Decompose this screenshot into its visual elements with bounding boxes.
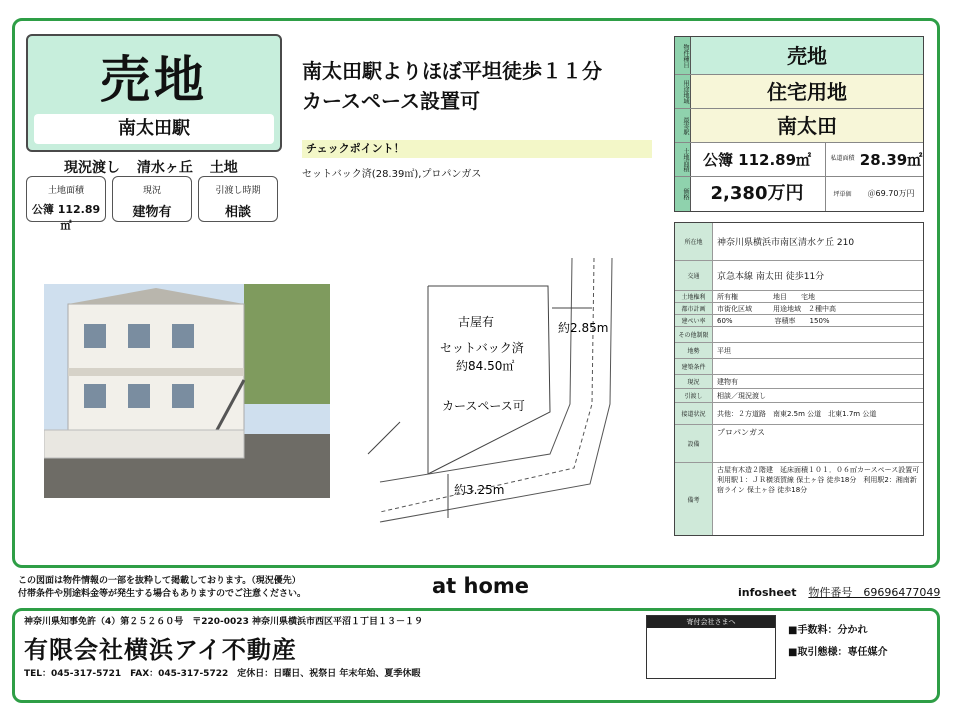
detail-row (675, 315, 923, 327)
detail-row (675, 403, 923, 425)
company-license: 神奈川県知事免許（4）第２５２６０号 〒220-0023 神奈川県横浜市西区平沼１丁目１３－１９ (24, 617, 423, 627)
detail-label: 引渡し (675, 389, 713, 402)
detail-value: 古屋有木造２階建 延床面積１０１．０６㎡カースペース設置可 利用駅１：ＪＲ横須賀線 保土ヶ谷 徒歩18分 利用駅2：湘南新宿ライン 保土ヶ谷 徒歩18分 (717, 466, 927, 494)
summary-label: 用途地域 (675, 75, 691, 108)
plan-dim-1: 約2.85m (558, 321, 609, 335)
detail-label: 交通 (675, 261, 713, 290)
detail-label: 設備 (675, 425, 713, 462)
mini-box-area (26, 176, 106, 232)
company-contact: TEL：045-317-5721 FAX：045-317-5722 定休日：日曜日、祝祭日 年末年始、夏季休暇 (24, 669, 421, 679)
detail-label: 現況 (675, 375, 713, 388)
disclaimer-line: この図面は物件情報の一部を抜粋して掲載しております。（現況優先） (18, 576, 301, 586)
detail-label: 建築条件 (675, 359, 713, 374)
detail-value: 市街化区域 用途地域 ２種中高 (717, 304, 836, 313)
summary-tsubo: ＠69.70万円 (867, 189, 915, 198)
tag-category: 土地 (209, 160, 238, 176)
headline-line: 南太田駅よりほぼ平坦徒歩１１分 (302, 59, 602, 83)
detail-value (717, 359, 921, 374)
summary-row-area (675, 143, 923, 177)
plan-dim-2: 約3.25m (454, 483, 505, 497)
detail-label: その他制限 (675, 327, 713, 342)
disclaimer-notes (18, 575, 306, 601)
detail-label: 接道状況 (675, 403, 713, 424)
summary-label: 価格 (675, 177, 691, 211)
fee-info (788, 620, 887, 664)
detail-label: 都市計画 (675, 303, 713, 314)
summary-use: 住宅用地 (691, 75, 923, 108)
summary-price: 2,380万円 (710, 183, 804, 204)
checkpoint-title: チェックポイント！ (302, 140, 652, 158)
summary-station: 南太田 (691, 109, 923, 142)
plan-label-carspace: カースペース可 (442, 399, 525, 413)
summary-area: 公簿 112.89㎡ (702, 151, 812, 169)
detail-label: 所在地 (675, 223, 713, 260)
property-type-title: 売地 (100, 51, 208, 109)
headline (302, 56, 602, 116)
detail-row (675, 223, 923, 261)
tag-delivery: 現況渡し (64, 160, 120, 176)
tagline (64, 157, 250, 177)
athome-logo: at home (432, 574, 530, 598)
plan-label-area: 約84.50㎡ (456, 359, 515, 373)
plan-label-old-house: 古屋有 (458, 315, 495, 329)
disclaimer-line: 付帯条件や別途料金等が発生する場合もありますのでご注意ください。 (18, 589, 307, 599)
summary-row-price (675, 177, 923, 211)
fee-line: ■手数料：分かれ (788, 625, 868, 636)
site-plan (360, 254, 666, 540)
summary-type: 売地 (691, 37, 923, 74)
detail-label: 建ぺい率 (675, 315, 713, 326)
mini-box-label: 引渡し時期 (215, 186, 261, 196)
detail-value: 京急本線 南太田 徒歩11分 (717, 272, 825, 282)
summary-label: 坪単価 (825, 177, 859, 211)
infosheet-label: infosheet (738, 586, 797, 599)
detail-value: 平坦 (717, 346, 731, 355)
detail-label: 備考 (675, 463, 713, 535)
station-title: 南太田駅 (34, 114, 274, 144)
infosheet (738, 584, 940, 600)
detail-row (675, 343, 923, 359)
detail-value: 神奈川県横浜市南区清水ケ丘 210 (717, 238, 855, 248)
summary-row-station (675, 109, 923, 143)
detail-row (675, 303, 923, 315)
detail-row (675, 327, 923, 343)
summary-private-road: 28.39㎡ (859, 151, 923, 169)
mini-box-handover (198, 176, 278, 222)
detail-row (675, 359, 923, 375)
detail-value: 所有権 地目 宅地 (717, 292, 815, 301)
detail-row (675, 261, 923, 291)
mini-box-value: 公簿 112.89㎡ (31, 203, 101, 232)
detail-row (675, 425, 923, 463)
detail-value: 60% 容積率 150% (717, 316, 830, 325)
summary-label: 最寄駅 (675, 109, 691, 142)
property-photo (44, 284, 330, 498)
detail-value: 建物有 (717, 377, 738, 386)
summary-label: 土地面積 (675, 143, 691, 176)
stamp-header: 寄付会社さまへ (647, 616, 775, 628)
detail-table (674, 222, 927, 536)
summary-row-use (675, 75, 923, 109)
summary-table (674, 36, 924, 212)
detail-value: 相談／現況渡し (717, 391, 766, 400)
mini-box-value: 相談 (224, 205, 251, 220)
summary-label: 物件種目 (675, 37, 691, 74)
detail-row (675, 463, 927, 535)
detail-value (717, 327, 921, 342)
mini-box-label: 土地面積 (47, 186, 84, 196)
stamp-box (646, 615, 776, 679)
title-box (26, 34, 282, 152)
headline-line: カースペース設置可 (302, 89, 480, 113)
detail-value: 共他：２方道路 南東2.5m 公道 北東1.7m 公道 (717, 409, 877, 418)
property-number: 物件番号 69696477049 (808, 586, 941, 599)
detail-label: 地勢 (675, 343, 713, 358)
summary-label: 私道面積 (825, 143, 859, 176)
tag-location: 清水ヶ丘 (136, 160, 193, 176)
plan-label-setback: セットバック済 (440, 341, 524, 355)
company-name: 有限会社横浜アイ不動産 (24, 636, 297, 664)
checkpoint-body: セットバック済(28.39㎡),プロパンガス (302, 169, 482, 180)
summary-row-type (675, 37, 923, 75)
detail-row (675, 389, 923, 403)
detail-row (675, 375, 923, 389)
detail-label: 土地権利 (675, 291, 713, 302)
detail-row (675, 291, 923, 303)
mini-box-label: 現況 (142, 186, 161, 196)
fee-line: ■取引態様：専任媒介 (788, 647, 888, 658)
detail-value: プロパンガス (717, 428, 765, 437)
mini-box-value: 建物有 (132, 205, 172, 220)
mini-box-status (112, 176, 192, 222)
